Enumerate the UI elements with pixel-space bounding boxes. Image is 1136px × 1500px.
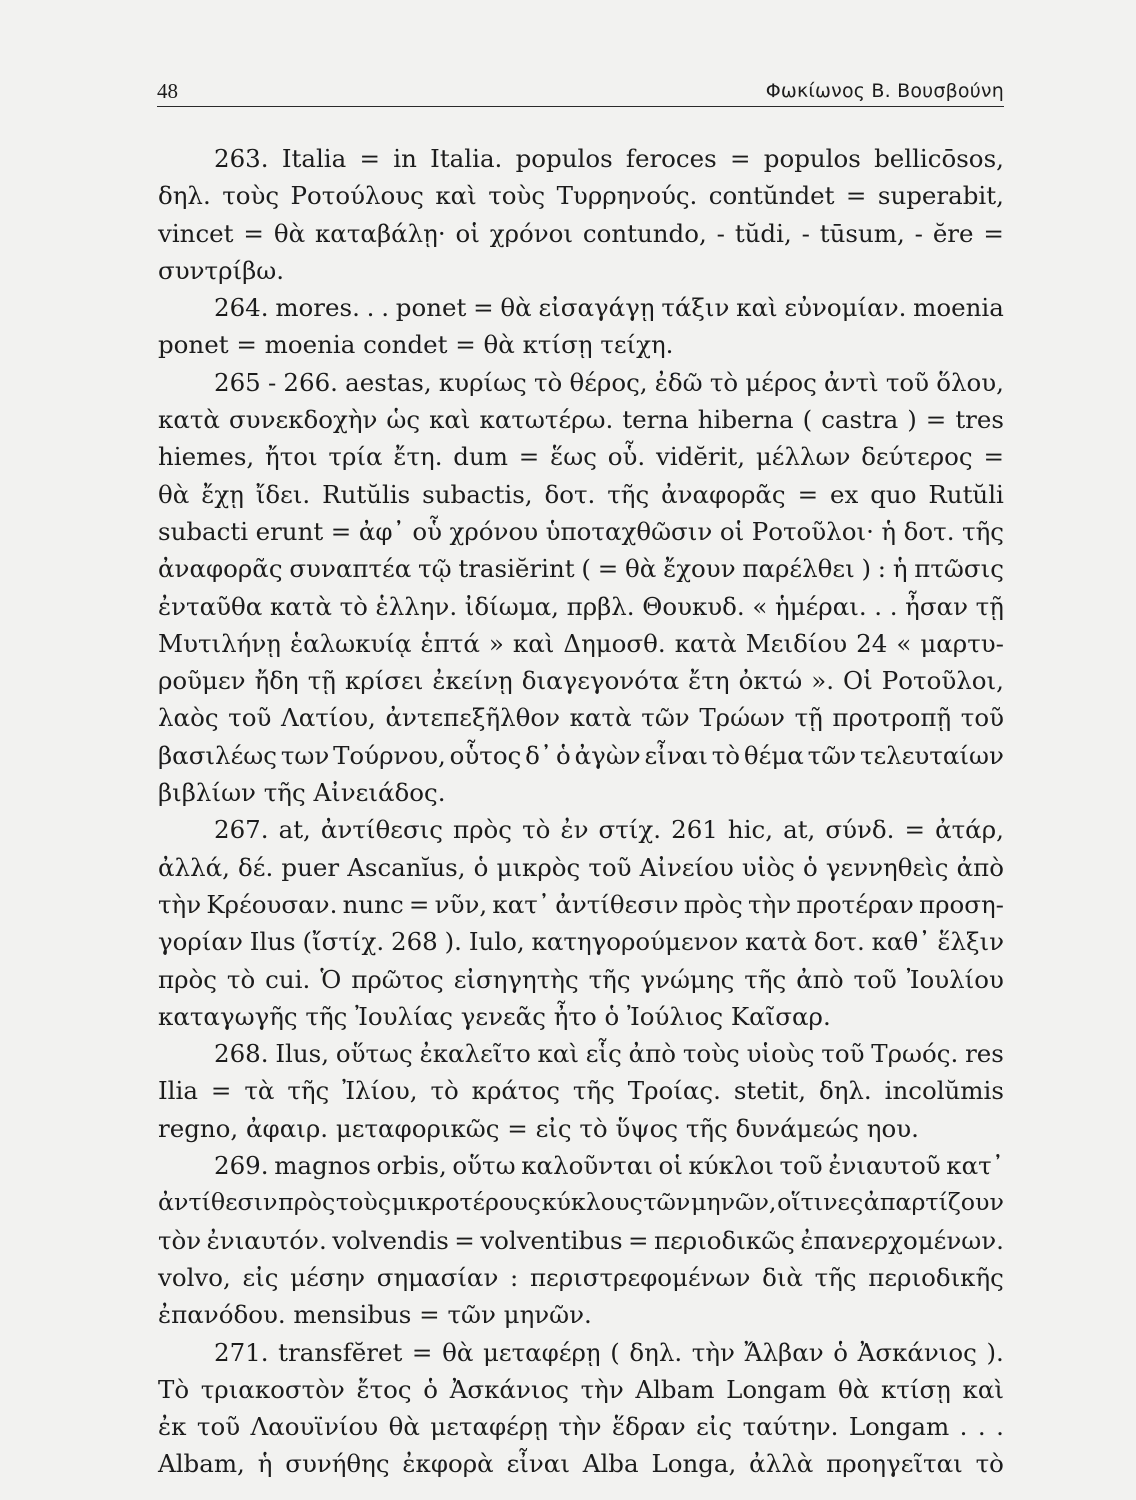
- text-line: [158, 737, 1004, 774]
- text-line-content: πρὸς τὸ cui. Ὁ πρῶτος εἰσηγητὴς τῆς γνώμης τῆς ἀπὸ τοῦ Ἰουλίου: [158, 964, 1004, 994]
- text-line: [158, 289, 1004, 326]
- text-line-content: Μυτιλήνῃ ἑαλωκυίᾳ ἑπτά » καὶ Δημοσθ. κατὰ Μειδίου 24 « μαρτυ-: [158, 628, 1004, 658]
- text-line-content: δηλ. τοὺς Ροτούλους καὶ τοὺς Τυρρηνούς. contŭndet = superabit,: [158, 181, 1004, 211]
- text-line-content: subacti erunt = ἀφ᾿ οὗ χρόνου ὑποταχθῶσιν οἱ Ροτοῦλοι· ἡ δοτ. τῆς: [158, 516, 1004, 546]
- text-line-content: 263. Italia = in Italia. populos feroces = populos bellicōsos,: [214, 144, 1004, 173]
- text-line: [158, 1408, 1004, 1445]
- text-line-content: βασιλέως των Τούρνου, οὗτος δ᾿ ὁ ἀγὼν εἶναι τὸ θέμα τῶν τελευταίων: [158, 740, 1004, 770]
- text-line-content: Ilia = τὰ τῆς Ἰλίου, τὸ κράτος τῆς Τροίας. stetit, δηλ. incolŭmis: [158, 1076, 1004, 1106]
- text-line: [158, 998, 1004, 1035]
- text-line-content: vincet = θὰ καταβάλῃ· οἱ χρόνοι contundo, - tŭdi, - tūsum, - ĕre =: [158, 218, 1004, 248]
- text-line-content: ἀναφορᾶς συναπτέα τῷ trasiĕrint ( = θὰ ἔχουν παρέλθει ) : ἡ πτῶσις: [158, 554, 1004, 584]
- text-line: [158, 961, 1004, 998]
- text-line-content: ροῦμεν ἤδη τῇ κρίσει ἐκείνῃ διαγεγονότα ἔτη ὀκτώ ». Οἱ Ροτοῦλοι,: [158, 666, 1004, 696]
- page-header: [157, 72, 1004, 107]
- text-line-content: volvo, εἰς μέσην σημασίαν : περιστρεφομένων διὰ τῆς περιοδικῆς: [158, 1262, 1004, 1292]
- text-line-content: ἀλλά, δέ. puer Ascanĭus, ὁ μικρὸς τοῦ Αἰνείου υἱὸς ὁ γεννηθεὶς ἀπὸ: [158, 852, 1004, 882]
- text-line: [158, 364, 1004, 401]
- text-line: [158, 438, 1004, 475]
- text-line: [158, 1222, 1004, 1259]
- text-line-content: κατὰ συνεκδοχὴν ὡς καὶ κατωτέρω. terna hiberna ( castra ) = tres: [158, 405, 1004, 435]
- text-line: [158, 662, 1004, 699]
- text-line: [158, 588, 1004, 625]
- text-line: [158, 1259, 1004, 1296]
- text-line: [158, 1072, 1004, 1109]
- text-line: [158, 140, 1004, 177]
- text-line-content: γορίαν Ilus (ἴστίχ. 268 ). Iulo, κατηγορούμενον κατὰ δοτ. καθ᾿ ἕλξιν: [158, 927, 1004, 957]
- text-line: [158, 401, 1004, 438]
- text-line-content: ἐνταῦθα κατὰ τὸ ἑλλην. ἰδίωμα, πρβλ. Θουκυδ. « ἡμέραι. . . ἦσαν τῇ: [158, 591, 1004, 621]
- text-line-content: τὴν Κρέουσαν. nunc = νῦν, κατ᾿ ἀντίθεσιν πρὸς τὴν προτέραν προση-: [158, 889, 1004, 919]
- text-line-content: 269. magnos orbis, οὕτω καλοῦνται οἱ κύκλοι τοῦ ἐνιαυτοῦ κατ᾿: [214, 1151, 1004, 1181]
- text-line: [158, 886, 1004, 923]
- running-head: Φωκίωνος Β. Βουσβούνη: [765, 80, 1004, 102]
- commentary-text: [158, 140, 1004, 1483]
- text-line-content: 268. Ilus, οὕτως ἐκαλεῖτο καὶ εἷς ἀπὸ τοὺς υἱοὺς τοῦ Τρωός. res: [214, 1039, 1004, 1069]
- text-line: [158, 1371, 1004, 1408]
- text-line: [158, 1445, 1004, 1482]
- text-line-content: ἐκ τοῦ Λαουϊνίου θὰ μεταφέρῃ τὴν ἕδραν εἰς ταύτην. Longam . . .: [158, 1412, 1004, 1442]
- text-line-content: ἀντίθεσιν πρὸς τοὺς μικροτέρους κύκλους τῶν μηνῶν, οἵτινες ἀπαρτίζουν: [158, 1188, 1004, 1217]
- text-line: [158, 326, 1004, 363]
- text-line-content: 271. transfĕret = θὰ μεταφέρῃ ( δηλ. τὴν Ἄλβαν ὁ Ἀσκάνιος ).: [214, 1337, 1004, 1367]
- text-line-content: θὰ ἔχῃ ἴδει. Rutŭlis subactis, δοτ. τῆς ἀναφορᾶς = ex quo Rutŭli: [158, 479, 1004, 509]
- text-line-content: regno, ἀφαιρ. μεταφορικῶς = εἰς τὸ ὕψος τῆς δυνάμεώς ηου.: [158, 1113, 919, 1143]
- text-line-content: λαὸς τοῦ Λατίου, ἀντεπεξῆλθον κατὰ τῶν Τρώων τῇ προτροπῇ τοῦ: [158, 703, 1004, 733]
- text-line: [158, 1184, 1004, 1221]
- text-line: [158, 550, 1004, 587]
- text-line: [158, 476, 1004, 513]
- text-line-content: συντρίβω.: [158, 255, 285, 285]
- text-line: [158, 1147, 1004, 1184]
- text-line: [158, 513, 1004, 550]
- text-line: [158, 177, 1004, 214]
- page-number: 48: [157, 79, 178, 103]
- text-line: [158, 699, 1004, 736]
- text-line: [158, 252, 1004, 289]
- text-line-content: ἐπανόδου. mensibus = τῶν μηνῶν.: [158, 1300, 592, 1330]
- text-line-content: τὸν ἐνιαυτόν. volvendis = volventibus = περιοδικῶς ἐπανερχομένων.: [158, 1225, 1004, 1255]
- text-line-content: 264. mores. . . ponet = θὰ εἰσαγάγῃ τάξιν καὶ εὐνομίαν. moenia: [214, 293, 1004, 323]
- text-line-content: Albam, ἡ συνήθης ἐκφορὰ εἶναι Alba Longa, ἀλλὰ προηγεῖται τὸ: [158, 1449, 1004, 1479]
- text-line: [158, 625, 1004, 662]
- text-line-content: καταγωγῆς τῆς Ἰουλίας γενεᾶς ἦτο ὁ Ἰούλιος Καῖσαρ.: [158, 1001, 831, 1031]
- text-line: [158, 1110, 1004, 1147]
- text-line-content: 267. at, ἀντίθεσις πρὸς τὸ ἐν στίχ. 261 hic, at, σύνδ. = ἀτάρ,: [214, 815, 1004, 845]
- text-line: [158, 811, 1004, 848]
- text-line-content: ponet = moenia condet = θὰ κτίσῃ τείχη.: [158, 330, 674, 360]
- text-line-content: 265 - 266. aestas, κυρίως τὸ θέρος, ἐδῶ τὸ μέρος ἀντὶ τοῦ ὅλου,: [214, 367, 1004, 397]
- text-line: [158, 1334, 1004, 1371]
- text-line: [158, 1035, 1004, 1072]
- text-line: [158, 1296, 1004, 1333]
- text-line-content: hiemes, ἤτοι τρία ἔτη. dum = ἕως οὗ. vidĕrit, μέλλων δεύτερος =: [158, 442, 1004, 472]
- text-line: [158, 774, 1004, 811]
- text-line-content: βιβλίων τῆς Αἰνειάδος.: [158, 778, 446, 808]
- text-line: [158, 215, 1004, 252]
- text-line: [158, 849, 1004, 886]
- text-line: [158, 923, 1004, 960]
- text-line-content: Τὸ τριακοστὸν ἔτος ὁ Ἀσκάνιος τὴν Albam Longam θὰ κτίσῃ καὶ: [158, 1374, 1004, 1404]
